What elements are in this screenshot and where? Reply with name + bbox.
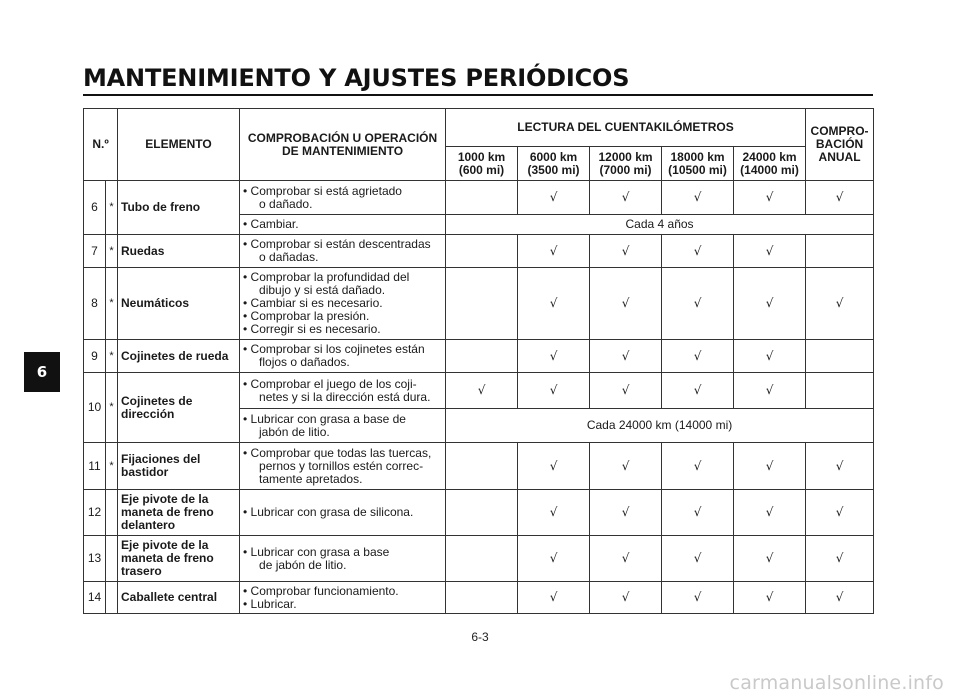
check-cell — [446, 443, 518, 490]
star-mark: * — [106, 340, 118, 373]
table-row — [84, 490, 874, 536]
star-mark-empty — [106, 536, 118, 582]
check-cell — [446, 490, 518, 536]
header-odometer: LECTURA DEL CUENTAKILÓMETROS — [446, 109, 806, 147]
check-cell: √ — [806, 536, 874, 582]
star-mark-empty — [106, 582, 118, 614]
header-annual-line1: COMPRO- — [810, 124, 869, 138]
check-cell: √ — [590, 536, 662, 582]
page-number: 6-3 — [471, 630, 489, 644]
check-cell: √ — [734, 235, 806, 268]
check-cell: √ — [590, 181, 662, 215]
element-name: Neumáticos — [118, 268, 240, 340]
element-name: Eje pivote de la maneta de freno delantero — [118, 490, 240, 536]
header-interval-24000: 24000 km (14000 mi) — [734, 147, 806, 181]
check-cell: √ — [662, 582, 734, 614]
check-cell: √ — [662, 268, 734, 340]
header-annual — [806, 109, 874, 181]
header-row-top — [84, 109, 874, 147]
element-name: Fijaciones del bastidor — [118, 443, 240, 490]
table-row — [84, 181, 874, 215]
row-number: 10 — [84, 373, 106, 443]
table-row — [84, 235, 874, 268]
check-cell: √ — [734, 582, 806, 614]
title-rule — [83, 94, 873, 96]
table-row — [84, 443, 874, 490]
element-name: Eje pivote de la maneta de freno trasero — [118, 536, 240, 582]
header-interval-1000: 1000 km (600 mi) — [446, 147, 518, 181]
row-number: 12 — [84, 490, 106, 536]
check-cell: √ — [590, 582, 662, 614]
check-cell: √ — [806, 443, 874, 490]
check-cell: √ — [734, 443, 806, 490]
element-name: Cojinetes de rueda — [118, 340, 240, 373]
table-row — [84, 268, 874, 340]
star-mark: * — [106, 181, 118, 235]
check-cell: √ — [806, 490, 874, 536]
interval-span: Cada 4 años — [446, 215, 874, 235]
row-number: 8 — [84, 268, 106, 340]
header-interval-12000: 12000 km (7000 mi) — [590, 147, 662, 181]
check-cell: √ — [590, 373, 662, 409]
check-cell: √ — [662, 490, 734, 536]
check-cell: √ — [662, 181, 734, 215]
check-cell: √ — [518, 536, 590, 582]
check-cell: √ — [734, 340, 806, 373]
check-cell — [446, 181, 518, 215]
element-name: Tubo de freno — [118, 181, 240, 235]
header-interval-6000: 6000 km (3500 mi) — [518, 147, 590, 181]
star-mark: * — [106, 443, 118, 490]
operation: • Comprobar la profundidad del dibujo y si está dañado. • Cambiar si es necesario. • Comprobar la presión. • Corregir si es necesario. — [240, 268, 446, 340]
check-cell: √ — [806, 268, 874, 340]
check-cell — [806, 340, 874, 373]
check-cell: √ — [518, 443, 590, 490]
row-number: 11 — [84, 443, 106, 490]
header-no: N.º — [84, 109, 118, 181]
check-cell: √ — [662, 373, 734, 409]
operation: • Comprobar funcionamiento. • Lubricar. — [240, 582, 446, 614]
row-number: 6 — [84, 181, 106, 235]
header-operation-line2: DE MANTENIMIENTO — [281, 143, 404, 158]
header-operation-line1: COMPROBACIÓN U OPERACIÓN — [247, 130, 438, 145]
check-cell: √ — [806, 582, 874, 614]
operation: • Lubricar con grasa a base de jabón de litio. — [240, 409, 446, 443]
table-row — [84, 373, 874, 409]
check-cell: √ — [734, 536, 806, 582]
operation: • Lubricar con grasa de silicona. — [240, 490, 446, 536]
header-operation — [240, 109, 446, 181]
check-cell: √ — [518, 268, 590, 340]
check-cell: √ — [734, 181, 806, 215]
check-cell: √ — [662, 443, 734, 490]
chapter-tab: 6 — [24, 352, 60, 392]
operation: • Comprobar que todas las tuercas, pernos y tornillos estén correc- tamente apretados. — [240, 443, 446, 490]
operation: • Lubricar con grasa a base de jabón de litio. — [240, 536, 446, 582]
check-cell: √ — [518, 235, 590, 268]
check-cell: √ — [662, 536, 734, 582]
element-name: Cojinetes de dirección — [118, 373, 240, 443]
star-mark: * — [106, 268, 118, 340]
element-name: Ruedas — [118, 235, 240, 268]
operation: • Comprobar si están descentradas o dañadas. — [240, 235, 446, 268]
element-name: Caballete central — [118, 582, 240, 614]
check-cell: √ — [590, 340, 662, 373]
operation: • Comprobar si los cojinetes están flojos o dañados. — [240, 340, 446, 373]
check-cell — [446, 340, 518, 373]
star-mark: * — [106, 235, 118, 268]
row-number: 13 — [84, 536, 106, 582]
row-number: 7 — [84, 235, 106, 268]
row-number: 14 — [84, 582, 106, 614]
maintenance-table — [83, 108, 874, 614]
check-cell — [806, 235, 874, 268]
check-cell — [806, 373, 874, 409]
check-cell: √ — [518, 373, 590, 409]
star-mark: * — [106, 373, 118, 443]
check-cell — [446, 268, 518, 340]
check-cell: √ — [518, 340, 590, 373]
check-cell: √ — [590, 490, 662, 536]
check-cell: √ — [518, 490, 590, 536]
table-row — [84, 536, 874, 582]
check-cell — [446, 235, 518, 268]
header-annual-line2: BACIÓN — [815, 137, 864, 151]
operation: • Comprobar el juego de los coji- netes y si la dirección está dura. — [240, 373, 446, 409]
row-number: 9 — [84, 340, 106, 373]
check-cell: √ — [590, 235, 662, 268]
check-cell — [446, 582, 518, 614]
check-cell: √ — [734, 490, 806, 536]
header-annual-line3: ANUAL — [818, 150, 861, 164]
check-cell: √ — [734, 373, 806, 409]
operation: • Comprobar si está agrietado o dañado. — [240, 181, 446, 215]
check-cell: √ — [662, 340, 734, 373]
check-cell: √ — [590, 443, 662, 490]
check-cell: √ — [734, 268, 806, 340]
check-cell — [446, 536, 518, 582]
table-row — [84, 340, 874, 373]
operation: • Cambiar. — [240, 215, 446, 235]
check-cell: √ — [806, 181, 874, 215]
check-cell: √ — [446, 373, 518, 409]
star-mark-empty — [106, 490, 118, 536]
page-title: MANTENIMIENTO Y AJUSTES PERIÓDICOS — [83, 64, 630, 92]
check-cell: √ — [518, 582, 590, 614]
watermark: carmanualsonline.info — [729, 672, 944, 694]
header-interval-18000: 18000 km (10500 mi) — [662, 147, 734, 181]
table-row — [84, 582, 874, 614]
check-cell: √ — [590, 268, 662, 340]
check-cell: √ — [518, 181, 590, 215]
interval-span: Cada 24000 km (14000 mi) — [446, 409, 874, 443]
check-cell: √ — [662, 235, 734, 268]
header-element: ELEMENTO — [118, 109, 240, 181]
